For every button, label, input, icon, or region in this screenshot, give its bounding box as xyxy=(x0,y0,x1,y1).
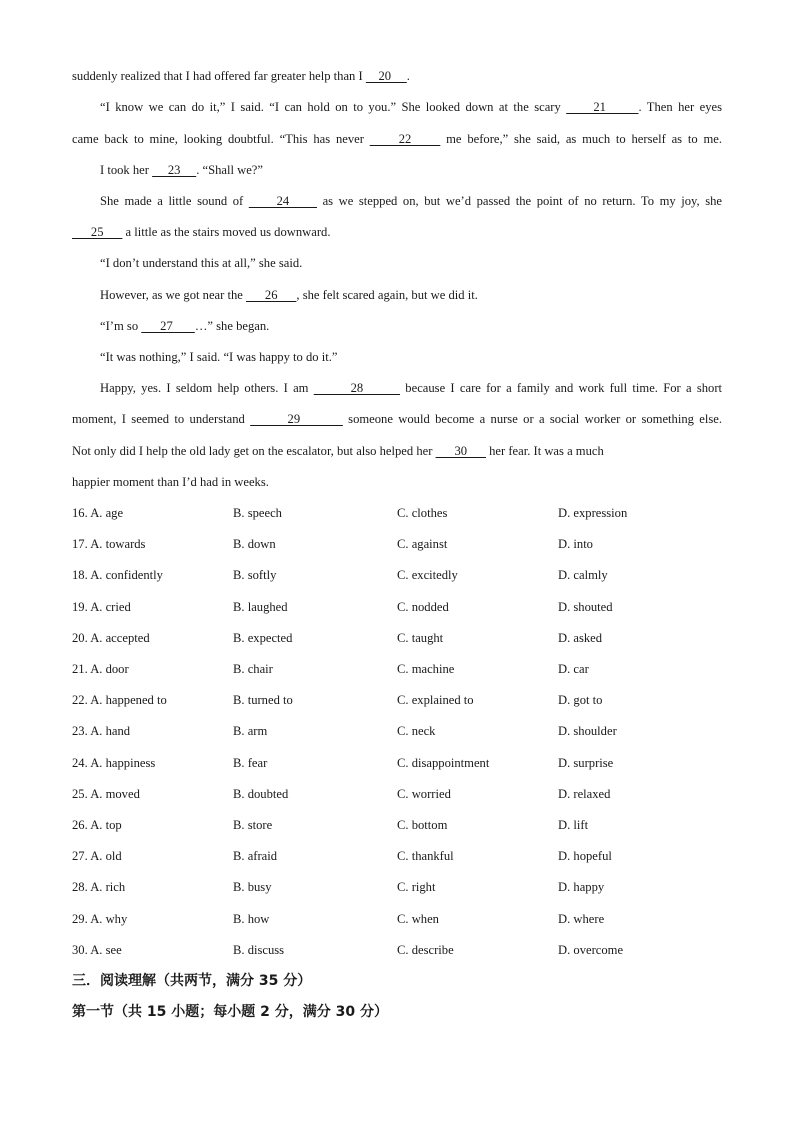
option-c: C. disappointment xyxy=(397,756,490,770)
blank-20: 20 xyxy=(365,69,407,83)
option-a: 28. A. rich xyxy=(72,880,126,894)
question-21 xyxy=(72,661,752,677)
option-c: C. neck xyxy=(397,724,436,738)
passage-line-12 xyxy=(72,411,722,427)
passage-line-2 xyxy=(100,99,722,115)
option-a: 25. A. moved xyxy=(72,787,140,801)
passage-line-5 xyxy=(100,193,722,209)
question-23 xyxy=(72,723,752,739)
option-d: D. got to xyxy=(558,693,603,707)
question-29 xyxy=(72,911,752,927)
passage-line-1 xyxy=(72,68,722,84)
text: Happy, yes. I seldom help others. I am xyxy=(100,381,314,395)
option-d: D. overcome xyxy=(558,943,624,957)
option-c: C. against xyxy=(397,537,448,551)
text: “I know we can do it,” I said. “I can hold on to you.” She looked down at the scary xyxy=(100,100,567,114)
option-d: D. calmly xyxy=(558,568,608,582)
text: She made a little sound of xyxy=(100,194,249,208)
option-a: 23. A. hand xyxy=(72,724,131,738)
option-d: D. asked xyxy=(558,631,603,645)
text: happier moment than I’d had in weeks. xyxy=(72,475,269,489)
question-22 xyxy=(72,692,752,708)
text: suddenly realized that I had offered far greater help than I xyxy=(72,69,366,83)
option-a: 16. A. age xyxy=(72,506,124,520)
blank-21: 21 xyxy=(566,100,639,114)
blank-25: 25 xyxy=(72,225,123,239)
text: I took her xyxy=(100,163,153,177)
question-30 xyxy=(72,942,752,958)
option-b: B. store xyxy=(233,818,273,832)
blank-24: 24 xyxy=(248,194,318,208)
option-a: 29. A. why xyxy=(72,912,128,926)
text: , she felt scared again, but we did it. xyxy=(296,288,478,302)
option-b: B. discuss xyxy=(233,943,285,957)
option-a: 18. A. confidently xyxy=(72,568,163,582)
question-27 xyxy=(72,848,752,864)
passage-line-7 xyxy=(100,255,722,271)
question-17 xyxy=(72,536,752,552)
text: “It was nothing,” I said. “I was happy to do it.” xyxy=(100,350,338,364)
text: “I don’t understand this at all,” she said. xyxy=(100,256,303,270)
section-subheading: 第一节（共 15 小题；每小题 2 分，满分 30 分） xyxy=(72,1004,388,1020)
option-c: C. describe xyxy=(397,943,454,957)
blank-26: 26 xyxy=(246,288,297,302)
option-c: C. explained to xyxy=(397,693,474,707)
option-a: 26. A. top xyxy=(72,818,122,832)
option-c: C. nodded xyxy=(397,600,449,614)
option-c: C. excitedly xyxy=(397,568,458,582)
question-28 xyxy=(72,879,752,895)
option-b: B. fear xyxy=(233,756,268,770)
option-a: 21. A. door xyxy=(72,662,129,676)
option-b: B. doubted xyxy=(233,787,289,801)
option-a: 30. A. see xyxy=(72,943,122,957)
text: . Then her eyes xyxy=(638,100,722,114)
passage-line-11 xyxy=(100,380,722,396)
option-d: D. hopeful xyxy=(558,849,612,863)
option-a: 17. A. towards xyxy=(72,537,146,551)
option-b: B. down xyxy=(233,537,276,551)
option-b: B. how xyxy=(233,912,270,926)
text: someone would become a nurse or a social worker or something else. xyxy=(342,412,722,426)
passage-line-14 xyxy=(72,474,722,490)
question-20 xyxy=(72,630,752,646)
option-d: D. lift xyxy=(558,818,589,832)
option-b: B. softly xyxy=(233,568,277,582)
option-c: C. taught xyxy=(397,631,444,645)
passage-line-6 xyxy=(72,224,722,240)
passage-line-13 xyxy=(72,443,722,459)
passage-line-4 xyxy=(100,162,722,178)
option-d: D. surprise xyxy=(558,756,614,770)
option-c: C. right xyxy=(397,880,436,894)
question-26 xyxy=(72,817,752,833)
text: “I’m so xyxy=(100,319,142,333)
option-d: D. where xyxy=(558,912,605,926)
passage-line-8 xyxy=(100,287,722,303)
option-c: C. machine xyxy=(397,662,455,676)
option-d: D. shoulder xyxy=(558,724,617,738)
option-d: D. happy xyxy=(558,880,605,894)
text: . xyxy=(406,69,410,83)
option-b: B. chair xyxy=(233,662,273,676)
text: …” she began. xyxy=(194,319,270,333)
blank-28: 28 xyxy=(313,381,401,395)
option-b: B. busy xyxy=(233,880,272,894)
text: me before,” she said, as much to herself as to me. xyxy=(440,132,722,146)
text: . “Shall we?” xyxy=(196,163,263,177)
option-a: 27. A. old xyxy=(72,849,122,863)
option-c: C. clothes xyxy=(397,506,448,520)
blank-29: 29 xyxy=(250,412,343,426)
blank-27: 27 xyxy=(141,319,195,333)
option-a: 24. A. happiness xyxy=(72,756,156,770)
option-d: D. shouted xyxy=(558,600,613,614)
passage-line-9 xyxy=(100,318,722,334)
option-b: B. arm xyxy=(233,724,268,738)
option-c: C. bottom xyxy=(397,818,448,832)
option-b: B. laughed xyxy=(233,600,288,614)
question-25 xyxy=(72,786,752,802)
option-b: B. turned to xyxy=(233,693,293,707)
text: her fear. It was a much xyxy=(485,444,604,458)
option-a: 20. A. accepted xyxy=(72,631,150,645)
question-19 xyxy=(72,599,752,615)
blank-22: 22 xyxy=(369,132,441,146)
text: a little as the stairs moved us downward. xyxy=(122,225,331,239)
blank-23: 23 xyxy=(152,163,197,177)
blank-30: 30 xyxy=(435,444,486,458)
text: because I care for a family and work full time. For a short xyxy=(400,381,723,395)
option-b: B. speech xyxy=(233,506,282,520)
option-d: D. into xyxy=(558,537,593,551)
text: moment, I seemed to understand xyxy=(72,412,251,426)
option-a: 19. A. cried xyxy=(72,600,131,614)
option-d: D. car xyxy=(558,662,589,676)
question-24 xyxy=(72,755,752,771)
question-18 xyxy=(72,567,752,583)
option-c: C. thankful xyxy=(397,849,454,863)
passage-line-10 xyxy=(100,349,722,365)
text: as we stepped on, but we’d passed the point of no return. To my joy, she xyxy=(317,194,723,208)
passage-line-3 xyxy=(72,131,722,147)
option-b: B. expected xyxy=(233,631,293,645)
option-d: D. relaxed xyxy=(558,787,611,801)
text: Not only did I help the old lady get on the escalator, but also helped her xyxy=(72,444,436,458)
section-heading: 三．阅读理解（共两节，满分 35 分） xyxy=(72,973,312,989)
option-d: D. expression xyxy=(558,506,628,520)
option-b: B. afraid xyxy=(233,849,278,863)
option-c: C. when xyxy=(397,912,439,926)
text: However, as we got near the xyxy=(100,288,247,302)
option-c: C. worried xyxy=(397,787,451,801)
text: came back to mine, looking doubtful. “This has never xyxy=(72,132,370,146)
option-a: 22. A. happened to xyxy=(72,693,167,707)
question-16 xyxy=(72,505,752,521)
